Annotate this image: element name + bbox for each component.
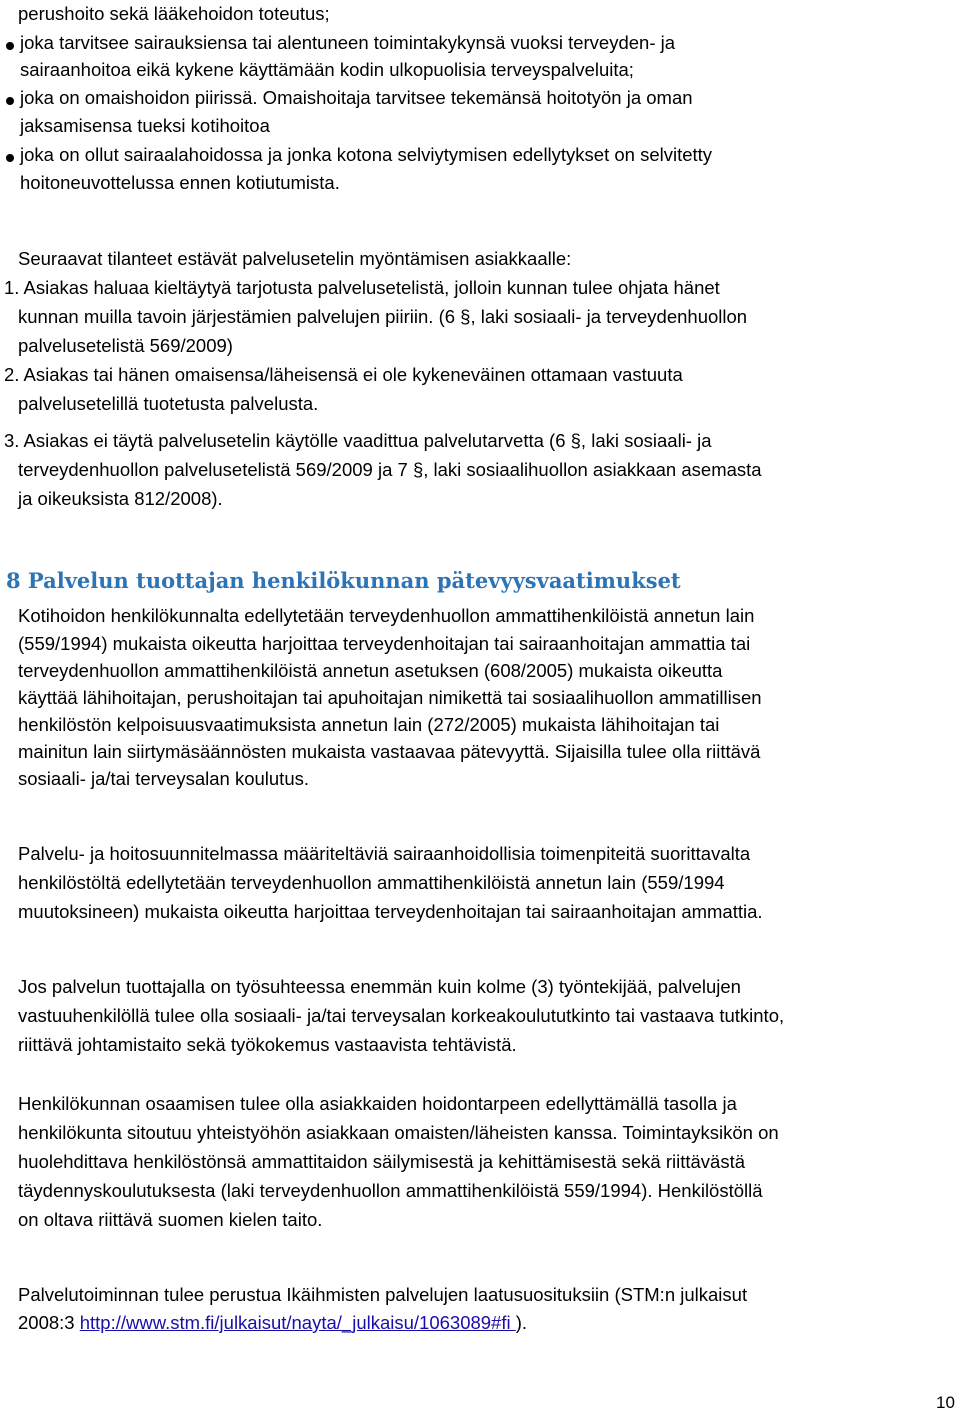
paragraph-line: on oltava riittävä suomen kielen taito. <box>18 1209 323 1230</box>
numbered-item-text: palvelusetelistä 569/2009) <box>18 335 233 356</box>
paragraph-line: huolehdittava henkilöstönsä ammattitaidon säilymisestä ja kehittämisestä sekä riittävästä <box>18 1151 746 1172</box>
stm-publication-link[interactable]: http://www.stm.fi/julkaisut/nayta/_julkaisu/1063089#fi <box>79 1312 516 1333</box>
paragraph-line: Palvelu- ja hoitosuunnitelmassa määriteltäviä sairaanhoidollisia toimenpiteitä suorittavalta <box>18 843 751 864</box>
bullet-item-text: sairaanhoitoa eikä kykene käyttämään kodin ulkopuolisia terveyspalveluita; <box>20 59 634 80</box>
paragraph-line: vastuuhenkilöllä tulee olla sosiaali- ja/tai terveysalan korkeakoulututkinto tai vastaava tutkinto, <box>18 1005 785 1026</box>
paragraph-line: mainitun lain siirtymäsäännösten mukaista vastaavaa pätevyyttä. Sijaisilla tulee olla riittävä <box>18 741 761 762</box>
paragraph-line: muutoksineen) mukaista oikeutta harjoittaa terveydenhoitajan tai sairaanhoitajan ammattia. <box>18 901 763 922</box>
paragraph-line: Kotihoidon henkilökunnalta edellytetään terveydenhuollon ammattihenkilöistä annetun lain <box>18 605 755 626</box>
text-line: perushoito sekä lääkehoidon toteutus; <box>18 3 330 24</box>
bullet-icon <box>6 42 14 50</box>
bullet-item-text: joka tarvitsee sairauksiensa tai alentuneen toimintakykynsä vuoksi terveyden- ja <box>20 32 676 53</box>
exclusions-intro: Seuraavat tilanteet estävät palvelusetelin myöntämisen asiakkaalle: <box>18 248 572 269</box>
page-number: 10 <box>936 1393 955 1412</box>
paragraph-line: henkilökunta sitoutuu yhteistyöhön asiakkaan omaisten/läheisten kanssa. Toimintayksikön on <box>18 1122 779 1143</box>
paragraph-line: riittävä johtamistaito sekä työkokemus vastaavista tehtävistä. <box>18 1034 517 1055</box>
paragraph-line: (559/1994) mukaista oikeutta harjoittaa terveydenhoitajan tai sairaanhoitajan ammattia tai <box>18 633 751 654</box>
paragraph-line-with-link <box>18 1309 527 1336</box>
bullet-icon <box>6 154 14 162</box>
numbered-item-text: ja oikeuksista 812/2008). <box>18 488 223 509</box>
numbered-item-text: 3. Asiakas ei täytä palvelusetelin käytölle vaadittua palvelutarvetta (6 §, laki sosiaali- ja <box>4 430 712 451</box>
paragraph-line: käyttää lähihoitajan, perushoitajan tai apuhoitajan nimikettä tai sosiaalihuollon ammatillisen <box>18 687 762 708</box>
numbered-item-text: 2. Asiakas tai hänen omaisensa/läheisensä ei ole kykeneväinen ottamaan vastuuta <box>4 364 683 385</box>
bullet-item-text: joka on ollut sairaalahoidossa ja jonka kotona selviytymisen edellytykset on selvitetty <box>20 144 713 165</box>
numbered-item-text: terveydenhuollon palvelusetelistä 569/2009 ja 7 §, laki sosiaalihuollon asiakkaan asemasta <box>18 459 762 480</box>
paragraph-line: henkilöstön kelpoisuusvaatimuksista annetun lain (272/2005) mukaista lähihoitajan tai <box>18 714 720 735</box>
paragraph-line: Henkilökunnan osaamisen tulee olla asiakkaiden hoidontarpeen edellyttämällä tasolla ja <box>18 1093 737 1114</box>
numbered-item-text: kunnan muilla tavoin järjestämien palvelujen piiriin. (6 §, laki sosiaali- ja terveydenhuollon <box>18 306 748 327</box>
paragraph-line: henkilöstöltä edellytetään terveydenhuollon ammattihenkilöistä annetun lain (559/1994 <box>18 872 725 893</box>
paragraph-line: Palvelutoiminnan tulee perustua Ikäihmisten palvelujen laatusuosituksiin (STM:n julkaisut <box>18 1284 748 1305</box>
paragraph-line: täydennyskoulutuksesta (laki terveydenhuollon ammattihenkilöistä 559/1994). Henkilöstöllä <box>18 1180 763 1201</box>
paragraph-line: Jos palvelun tuottajalla on työsuhteessa enemmän kuin kolme (3) työntekijää, palvelujen <box>18 976 741 997</box>
bullet-item-text: joka on omaishoidon piirissä. Omaishoitaja tarvitsee tekemänsä hoitotyön ja oman <box>20 87 693 108</box>
bullet-item-text: hoitoneuvottelussa ennen kotiutumista. <box>20 172 340 193</box>
paragraph-line: sosiaali- ja/tai terveysalan koulutus. <box>18 768 310 789</box>
numbered-item-text: palvelusetelillä tuotetusta palvelusta. <box>18 393 319 414</box>
section-heading: 8 Palvelun tuottajan henkilökunnan pätevyysvaatimukset <box>6 568 681 593</box>
bullet-icon <box>6 97 14 105</box>
numbered-item-text: 1. Asiakas haluaa kieltäytyä tarjotusta palvelusetelistä, jolloin kunnan tulee ohjata hänet <box>4 277 720 298</box>
text-suffix: ). <box>515 1312 528 1333</box>
bullet-item-text: jaksamisensa tueksi kotihoitoa <box>20 115 270 136</box>
paragraph-line: terveydenhuollon ammattihenkilöistä annetun asetuksen (608/2005) mukaista oikeutta <box>18 660 723 681</box>
text-prefix: 2008:3 <box>18 1312 80 1333</box>
